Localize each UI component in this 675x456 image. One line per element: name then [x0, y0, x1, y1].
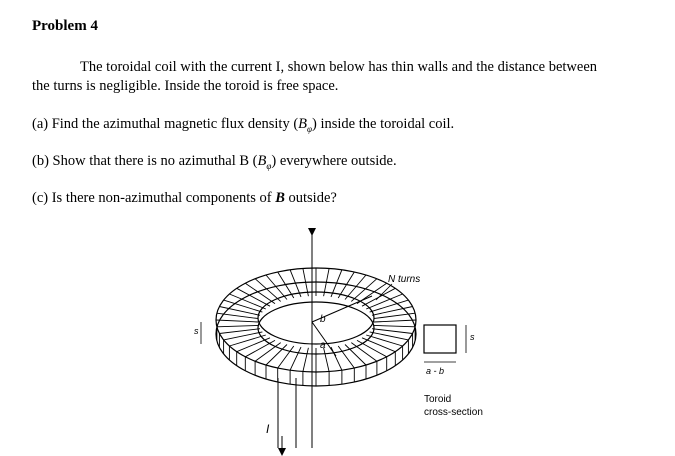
question-b-symbol: B	[257, 153, 267, 169]
height-label: s	[194, 326, 199, 336]
coil-turn	[357, 340, 387, 356]
current-label: I	[266, 422, 270, 436]
coil-turn	[338, 346, 354, 368]
coil-turn	[372, 329, 413, 334]
coil-turn	[245, 340, 275, 356]
problem-title: Problem 4	[32, 18, 98, 34]
coil-turn	[374, 320, 416, 322]
question-a-symbol: B	[298, 116, 308, 132]
question-c-symbol: B	[275, 190, 285, 206]
coil-turn	[366, 335, 402, 346]
coil-turn	[255, 343, 281, 362]
question-b-suffix: ) everywhere outside.	[271, 153, 397, 169]
coil-turn	[219, 329, 260, 334]
question-b-prefix: (b) Show that there is no azimuthal B (	[32, 153, 258, 169]
coil-turn	[351, 343, 377, 362]
question-b-subscript: φ	[266, 160, 272, 171]
coil-turn	[224, 332, 263, 340]
coil-turn	[351, 279, 377, 302]
cross-section-square	[424, 325, 456, 353]
cross-section-dim-label: a - b	[426, 366, 445, 376]
radius-b-label: b	[320, 314, 326, 325]
caption-line-1: Toroid	[424, 394, 452, 405]
coil-turn	[224, 300, 263, 312]
question-a-subscript: φ	[307, 123, 313, 134]
question-a-suffix: ) inside the toroidal coil.	[312, 116, 455, 132]
coil-turn	[255, 279, 281, 302]
coil-turn	[362, 338, 395, 352]
coil-turn	[216, 320, 258, 322]
coil-turn	[278, 346, 294, 368]
coil-turn	[266, 275, 287, 300]
n-turns-leader	[376, 284, 392, 300]
question-c-suffix: outside?	[284, 190, 337, 206]
coil-turn	[324, 348, 330, 372]
coil-turn	[229, 335, 265, 346]
toroid-inner-top-edge	[258, 292, 374, 344]
coil-turn	[374, 325, 416, 326]
question-a-prefix: (a) Find the azimuthal magnetic flux density (	[32, 116, 299, 132]
caption-line-2: cross-section	[424, 407, 483, 418]
coil-turn	[370, 332, 409, 340]
coil-turn	[303, 348, 309, 372]
n-turns-label: N turns	[388, 274, 421, 285]
intro-line-2: the turns is negligible. Inside the toroid is free space.	[32, 78, 339, 94]
coil-turn	[237, 338, 270, 352]
coil-turn	[370, 300, 409, 312]
coil-turn	[290, 347, 301, 370]
intro-line-1: The toroidal coil with the current I, shown below has thin walls and the distance between	[80, 59, 598, 75]
coil-turn	[345, 275, 366, 300]
radius-a-label: a	[320, 340, 326, 351]
question-c-prefix: (c) Is there non-azimuthal components of	[32, 190, 276, 206]
cross-section-height-label: s	[470, 332, 475, 342]
coil-turn	[217, 325, 259, 326]
